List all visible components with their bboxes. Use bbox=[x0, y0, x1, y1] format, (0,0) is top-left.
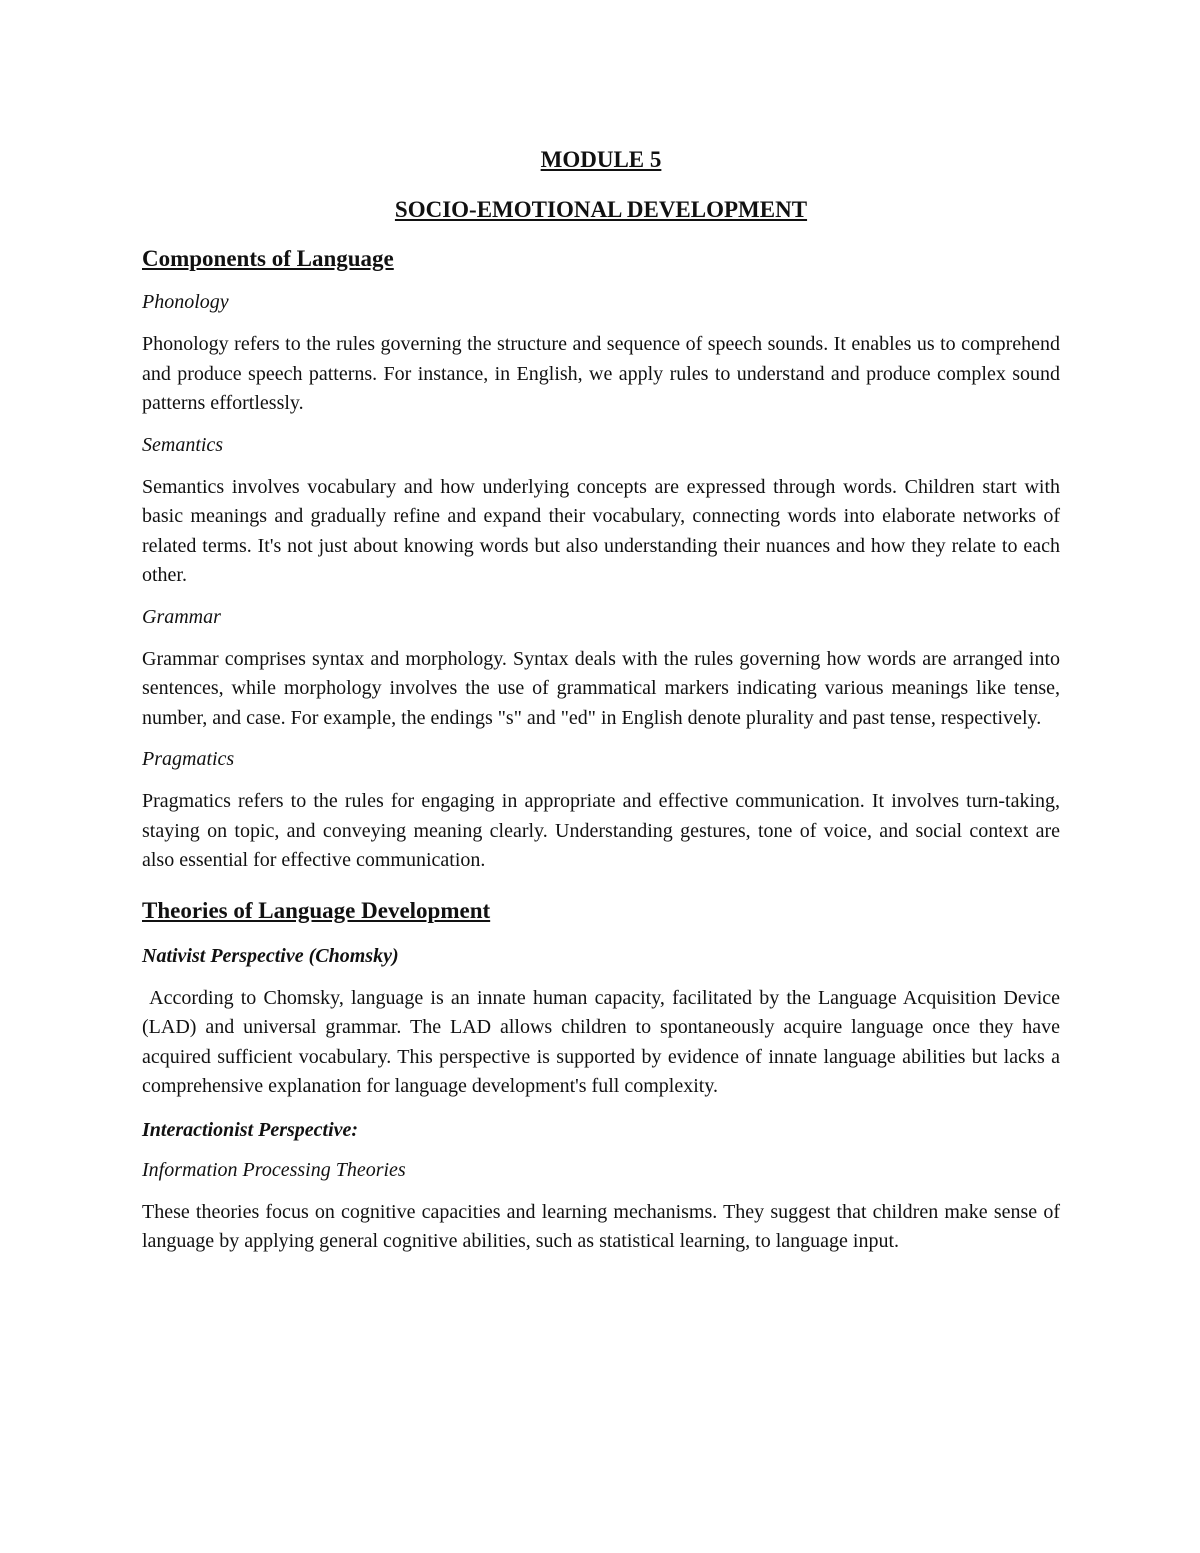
paragraph-grammar: Grammar comprises syntax and morphology. Syntax deals with the rules governing how words are arranged into sentences, while morphology involves the use of grammatical markers indicating various meanings like tense, number, and case. For example, the endings "s" and "ed" in English denote plurality and past tense, respectively. bbox=[142, 647, 1060, 729]
subheading-nativist: Nativist Perspective (Chomsky) bbox=[142, 944, 399, 967]
paragraph-semantics: Semantics involves vocabulary and how underlying concepts are expressed through words. Children start with basic meanings and gradually refine and expand their vocabulary, connecting words into elaborate networks of related terms. It's not just about knowing words but also understanding their nuances and how they relate to each other. bbox=[142, 475, 1060, 586]
subheading-pragmatics: Pragmatics bbox=[142, 748, 235, 770]
module-title: MODULE 5 bbox=[540, 147, 662, 172]
subheading-phonology: Phonology bbox=[142, 291, 229, 313]
subheading-semantics: Semantics bbox=[142, 433, 224, 456]
document-title: SOCIO-EMOTIONAL DEVELOPMENT bbox=[394, 197, 808, 222]
subheading-interactionist: Interactionist Perspective: bbox=[142, 1118, 359, 1141]
section-heading-components: Components of Language bbox=[142, 246, 394, 271]
paragraph-nativist: According to Chomsky, language is an innate human capacity, facilitated by the Language Acquisition Device (LAD) and universal grammar. The LAD allows children to spontaneously acquire language once they have acquired sufficient vocabulary. This perspective is supported by evidence of innate language abilities but lacks a comprehensive explanation for language development's full complexity. bbox=[142, 986, 1066, 1097]
section-heading-theories: Theories of Language Development bbox=[142, 897, 491, 923]
paragraph-phonology: Phonology refers to the rules governing the structure and sequence of speech sounds. It enables us to comprehend and produce speech patterns. For instance, in English, we apply rules to understand and produce complex sound patterns effortlessly. bbox=[142, 333, 1060, 414]
subheading-grammar: Grammar bbox=[142, 605, 221, 628]
document-page bbox=[142, 140, 1066, 1257]
paragraph-pragmatics: Pragmatics refers to the rules for engaging in appropriate and effective communication. It involves turn-taking, staying on topic, and conveying meaning clearly. Understanding gestures, tone of voice, and social context are also essential for effective communication. bbox=[142, 790, 1060, 871]
paragraph-information-processing: These theories focus on cognitive capacities and learning mechanisms. They suggest that children make sense of language by applying general cognitive abilities, such as statistical learning, to language input. bbox=[142, 1200, 1060, 1252]
subheading-information-processing: Information Processing Theories bbox=[142, 1158, 406, 1181]
